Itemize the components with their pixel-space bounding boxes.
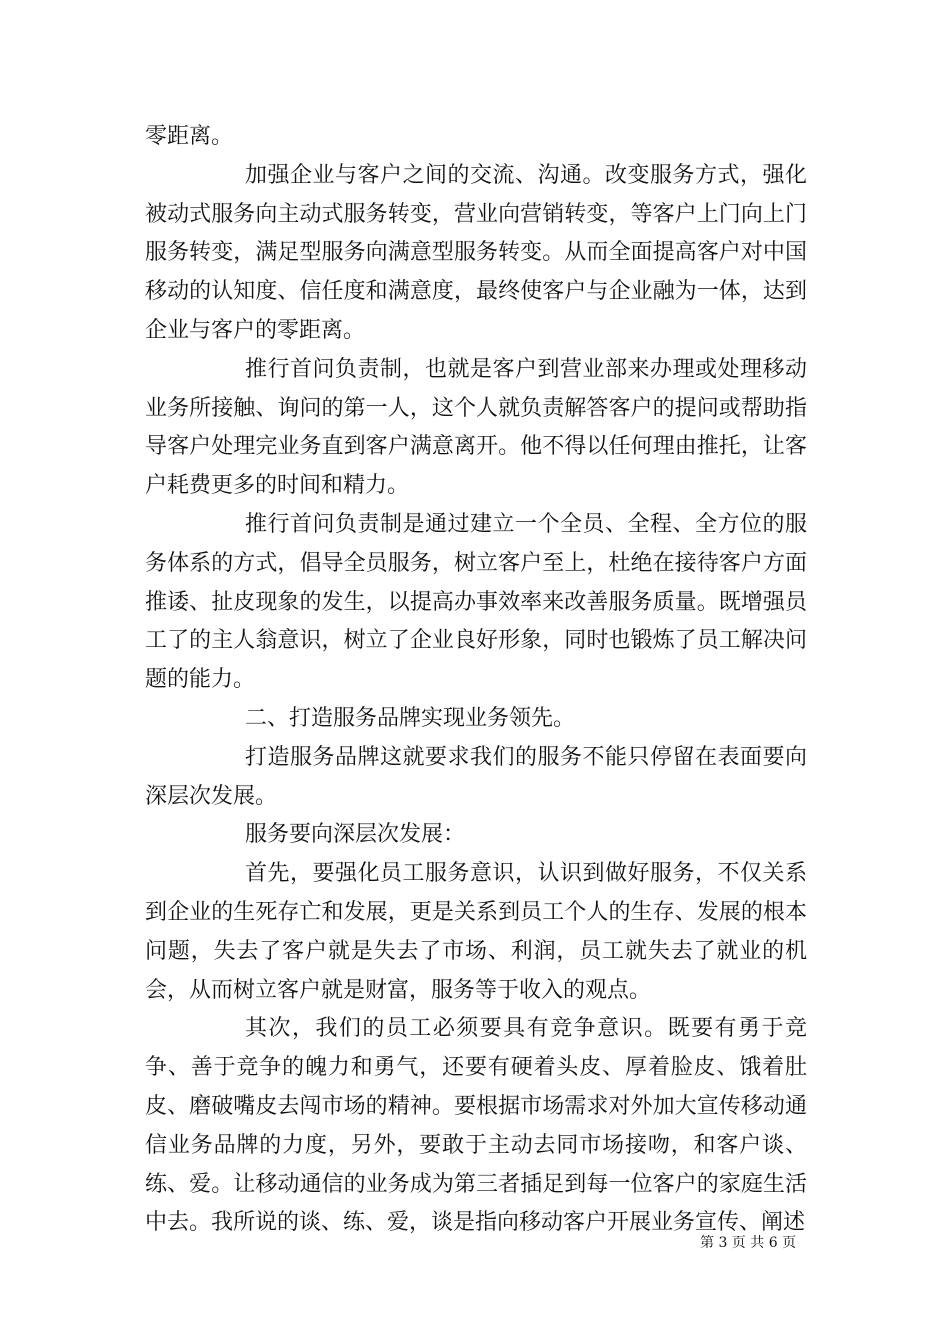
paragraph-communication: 加强企业与客户之间的交流、沟通。改变服务方式，强化被动式服务向主动式服务转变，营业向营销转变，等客户上门向上门服务转变，满足型服务向满意型服务转变。从而全面提高客户对中国移动的认知度、信任度和满意度，最终使客户与企业融为一体，达到企业与客户的零距离。 xyxy=(145,162,807,343)
paragraph-service-system: 推行首问负责制是通过建立一个全员、全程、全方位的服务体系的方式，倡导全员服务，树立客户至上，杜绝在接待客户方面推诿、扯皮现象的发生，以提高办事效率来改善服务质量。既增强员工了的主人翁意识，树立了企业良好形象，同时也锻炼了员工解决问题的能力。 xyxy=(145,511,807,693)
paragraph-brand-intro: 打造服务品牌这就要求我们的服务不能只停留在表面要向深层次发展。 xyxy=(145,744,807,809)
paragraph-first-inquiry: 推行首问负责制，也就是客户到营业部来办理或处理移动业务所接触、询问的第一人，这个人就负责解答客户的提问或帮助指导客户处理完业务直到客户满意离开。他不得以任何理由推托，让客户耗费更多的时间和精力。 xyxy=(145,356,807,499)
paragraph-first-point: 首先，要强化员工服务意识，认识到做好服务，不仅关系到企业的生死存亡和发展，更是关系到员工个人的生存、发展的根本问题，失去了客户就是失去了市场、利润，员工就失去了就业的机会，从而树立客户就是财富，服务等于收入的观点。 xyxy=(145,861,807,1003)
paragraph-continuation: 零距离。 xyxy=(145,124,234,149)
paragraph-deep-service-label: 服务要向深层次发展： xyxy=(245,822,466,848)
section-heading-brand: 二、打造服务品牌实现业务领先。 xyxy=(245,705,576,731)
document-body xyxy=(145,118,807,1243)
paragraph-second-point: 其次，我们的员工必须要具有竞争意识。既要有勇于竞争、善于竞争的魄力和勇气，还要有硬着头皮、厚着脸皮、饿着肚皮、磨破嘴皮去闯市场的精神。要根据市场需求对外加大宣传移动通信业务品牌的力度，另外，要敢于主动去同市场接吻，和客户谈、练、爱。让移动通信的业务成为第三者插足到每一位客户的家庭生活中去。我所说的谈、练、爱，谈是指向移动客户开展业务宣传、阐述 xyxy=(145,1016,807,1236)
page-number-footer: 第 3 页 共 6 页 xyxy=(700,1235,797,1251)
